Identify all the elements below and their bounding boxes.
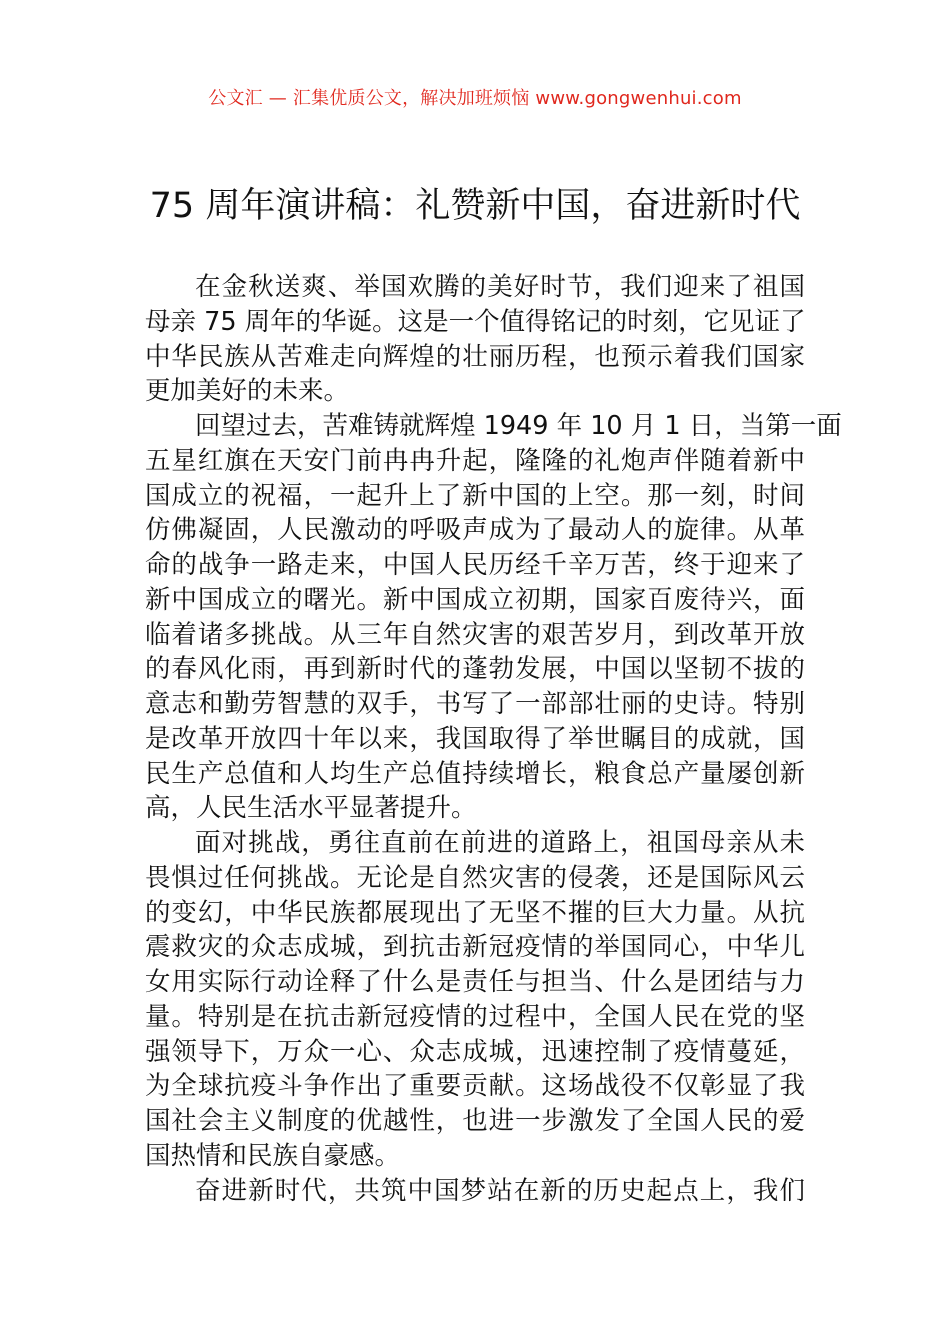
text-line: 在金秋送爽、举国欢腾的美好时节，我们迎来了祖国 xyxy=(195,272,805,302)
text-line: 更加美好的未来。 xyxy=(145,376,350,407)
text-line: 高，人民生活水平显著提升。 xyxy=(145,793,477,824)
text-line: 量。特别是在抗击新冠疫情的过程中，全国人民在党的坚 xyxy=(145,1001,805,1032)
text-line: 的变幻，中华民族都展现出了无坚不摧的巨大力量。从抗 xyxy=(145,897,805,928)
paragraph xyxy=(145,270,805,409)
text-line: 女用实际行动诠释了什么是责任与担当、什么是团结与力 xyxy=(145,967,805,997)
text-line: 命的战争一路走来，中国人民历经千辛万苦，终于迎来了 xyxy=(145,550,805,580)
text-line: 国成立的祝福，一起升上了新中国的上空。那一刻，时间 xyxy=(145,480,805,511)
document-title: 75 周年演讲稿：礼赞新中国，奋进新时代 xyxy=(149,186,801,226)
paragraph xyxy=(145,1174,805,1209)
text-line: 强领导下，万众一心、众志成城，迅速控制了疫情蔓延， xyxy=(145,1036,805,1067)
text-line: 五星红旗在天安门前冉冉升起，隆隆的礼炮声伴随着新中 xyxy=(145,445,805,476)
text-line: 为全球抗疫斗争作出了重要贡献。这场战役不仅彰显了我 xyxy=(145,1071,805,1102)
text-line: 意志和勤劳智慧的双手，书写了一部部壮丽的史诗。特别 xyxy=(145,689,805,719)
text-line: 面对挑战，勇往直前在前进的道路上，祖国母亲从未 xyxy=(195,828,805,858)
text-line: 奋进新时代，共筑中国梦站在新的历史起点上，我们 xyxy=(195,1175,805,1206)
text-line: 临着诸多挑战。从三年自然灾害的艰苦岁月，到改革开放 xyxy=(145,619,805,650)
text-line: 是改革开放四十年以来，我国取得了举世瞩目的成就，国 xyxy=(145,723,805,754)
text-line: 国热情和民族自豪感。 xyxy=(145,1140,401,1171)
text-line: 国社会主义制度的优越性，也进一步激发了全国人民的爱 xyxy=(145,1106,805,1136)
text-line: 新中国成立的曙光。新中国成立初期，国家百废待兴，面 xyxy=(145,584,805,615)
text-line: 中华民族从苦难走向辉煌的壮丽历程，也预示着我们国家 xyxy=(145,341,805,372)
text-line: 仿佛凝固，人民激动的呼吸声成为了最动人的旋律。从革 xyxy=(145,515,805,546)
paragraph xyxy=(145,409,842,826)
paragraph xyxy=(145,826,805,1174)
text-line: 母亲 75 周年的华诞。这是一个值得铭记的时刻，它见证了 xyxy=(145,306,806,337)
site-header-banner: 公文汇 — 汇集优质公文，解决加班烦恼 www.gongwenhui.com xyxy=(208,88,742,109)
text-line: 畏惧过任何挑战。无论是自然灾害的侵袭，还是国际风云 xyxy=(145,862,805,893)
document-body xyxy=(145,270,842,1208)
text-line: 民生产总值和人均生产总值持续增长，粮食总产量屡创新 xyxy=(145,758,805,789)
text-line: 震救灾的众志成城，到抗击新冠疫情的举国同心，中华儿 xyxy=(145,932,805,963)
text-line: 的春风化雨，再到新时代的蓬勃发展，中国以坚韧不拔的 xyxy=(145,654,805,685)
text-line: 回望过去，苦难铸就辉煌 1949 年 10 月 1 日，当第一面 xyxy=(195,411,842,441)
